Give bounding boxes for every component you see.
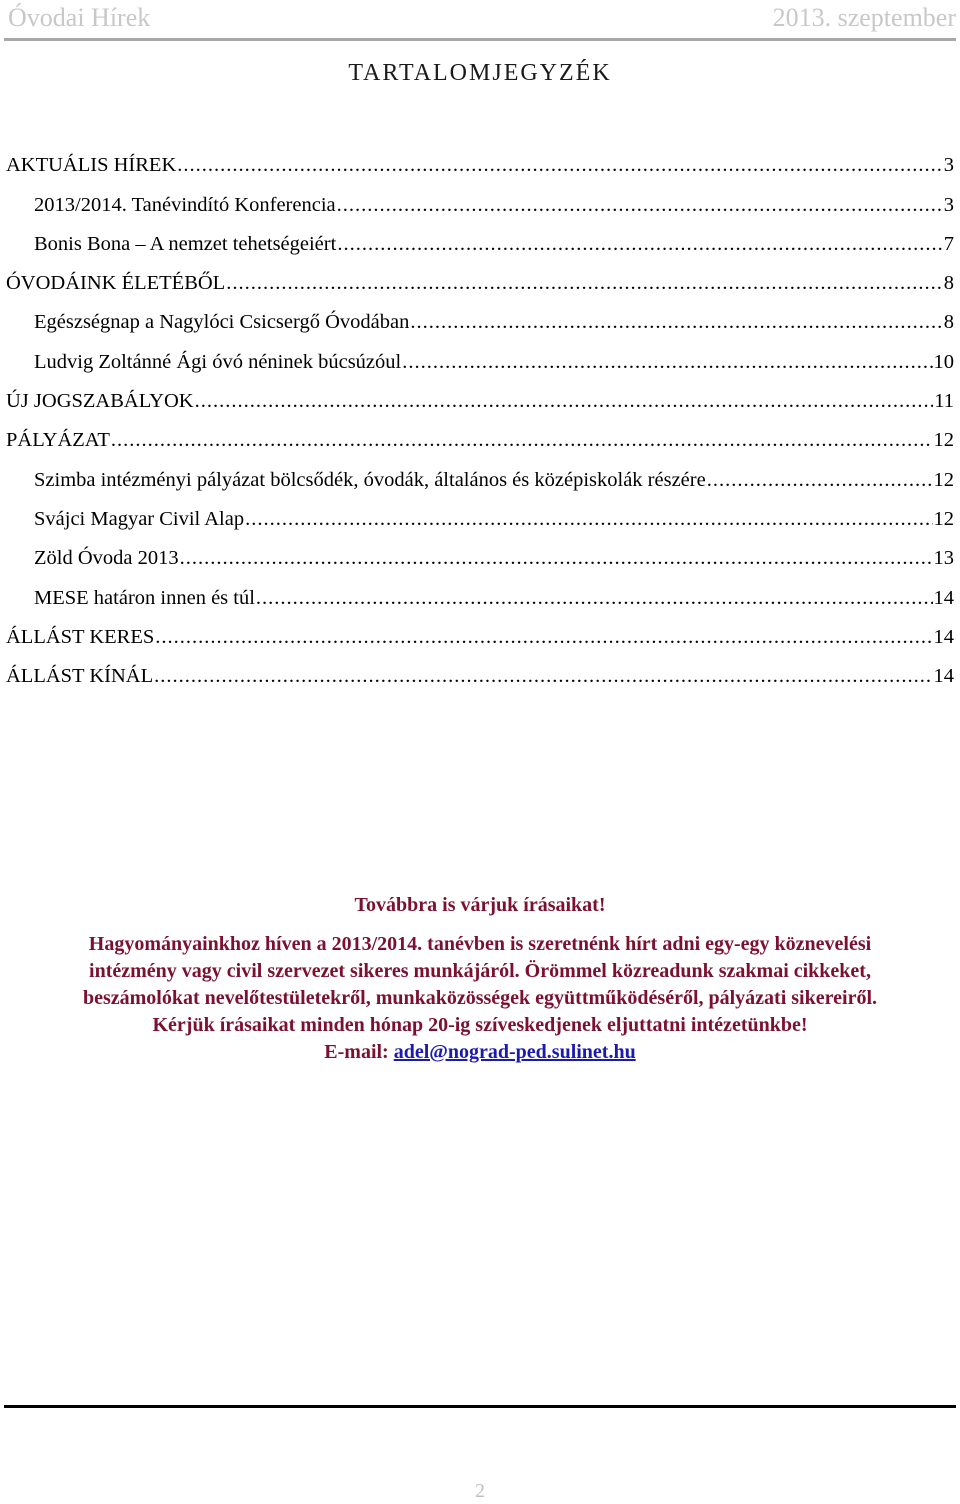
toc-entry-text: Ludvig Zoltánné Ági óvó néninek búcsúzóul (34, 350, 402, 373)
toc-leader-dots (154, 664, 932, 688)
toc-entry-page: 14 (933, 625, 954, 648)
toc-entry-page: 10 (933, 350, 954, 373)
toc-entry[interactable] (6, 334, 954, 373)
toc-entry-page: 11 (934, 390, 954, 413)
call-text-line: Kérjük írásaikat minden hónap 20-ig szíveskedjenek eljuttatni intézetünkbe! (152, 1014, 808, 1036)
toc-title: TARTALOMJEGYZÉK (348, 60, 612, 86)
toc-entry-page: 8 (943, 272, 954, 295)
toc-entry[interactable] (6, 217, 954, 256)
toc-entry-text: AKTUÁLIS HÍREK (6, 154, 177, 177)
email-line (0, 1039, 960, 1066)
toc-entry-page: 14 (933, 586, 954, 609)
toc-entry-page: 12 (933, 429, 954, 452)
toc-entry[interactable] (6, 531, 954, 570)
toc-entry-text: Zöld Óvoda 2013 (34, 547, 179, 570)
toc-leader-dots (155, 625, 932, 649)
toc-entry-text: Szimba intézményi pályázat bölcsődék, óvodák, általános és középiskolák részére (34, 468, 706, 491)
toc-entry-page: 12 (933, 507, 954, 530)
toc-entry-text: MESE határon innen és túl (34, 586, 255, 609)
toc-entry[interactable] (6, 649, 954, 688)
toc-leader-dots (245, 507, 932, 531)
toc-entry[interactable] (6, 492, 954, 531)
toc-entry-text: PÁLYÁZAT (6, 429, 110, 452)
toc-leader-dots (337, 232, 942, 256)
toc-entry-page: 3 (943, 193, 954, 216)
call-text-line: beszámolókat nevelőtestületekről, munkaközösségek együttműködéséről, pályázati sikereiről. (82, 987, 877, 1009)
toc-leader-dots (707, 468, 933, 492)
toc-entry[interactable] (6, 452, 954, 491)
toc-entry-page: 12 (933, 468, 954, 491)
toc-entry-page: 13 (933, 547, 954, 570)
header-issue-date: 2013. szeptember (772, 3, 956, 32)
footer-divider (4, 1405, 956, 1408)
toc-leader-dots (226, 271, 943, 295)
toc-entry[interactable] (6, 295, 954, 334)
toc-leader-dots (195, 389, 934, 413)
call-text-line: Hagyományainkhoz híven a 2013/2014. tanévben is szeretnénk hírt adni egy-egy köznevelési (88, 933, 872, 955)
toc-entry-page: 7 (943, 232, 954, 255)
email-link[interactable]: adel@nograd-ped.sulinet.hu (393, 1041, 636, 1063)
toc-leader-dots (256, 586, 933, 610)
page-number: 2 (475, 1480, 485, 1502)
toc-entry[interactable] (6, 138, 954, 177)
call-heading: Továbbra is várjuk írásaikat! (354, 894, 606, 916)
toc-leader-dots (180, 546, 933, 570)
toc-leader-dots (111, 428, 933, 452)
toc-leader-dots (410, 310, 942, 334)
toc-leader-dots (402, 350, 932, 374)
toc-entry[interactable] (6, 256, 954, 295)
call-for-submissions (0, 892, 960, 1066)
toc-entry[interactable] (6, 177, 954, 216)
toc-entry-page: 14 (933, 665, 954, 688)
toc-entry-page: 3 (943, 154, 954, 177)
toc-leader-dots (177, 153, 943, 177)
toc-entry-text: Svájci Magyar Civil Alap (34, 507, 245, 530)
page-header (4, 0, 956, 41)
toc-entry[interactable] (6, 570, 954, 609)
toc-entry-text: ÁLLÁST KERES (6, 625, 155, 648)
header-publication-title: Óvodai Hírek (8, 3, 151, 32)
toc-entry[interactable] (6, 374, 954, 413)
toc-entry-text: ÚJ JOGSZABÁLYOK (6, 390, 194, 413)
toc-entry-text: Bonis Bona – A nemzet tehetségeiért (34, 232, 337, 255)
toc-entry[interactable] (6, 610, 954, 649)
call-text-line: intézmény vagy civil szervezet sikeres munkájáról. Örömmel közreadunk szakmai cikkeket, (89, 960, 871, 982)
toc-leader-dots (337, 193, 943, 217)
table-of-contents (6, 138, 954, 688)
toc-entry-text: ÁLLÁST KÍNÁL (6, 665, 154, 688)
toc-entry-page: 8 (943, 311, 954, 334)
toc-entry[interactable] (6, 413, 954, 452)
toc-entry-text: 2013/2014. Tanévindító Konferencia (34, 193, 336, 216)
toc-entry-text: Egészségnap a Nagylóci Csicsergő Óvodában (34, 311, 410, 334)
email-label: E-mail: (324, 1041, 389, 1063)
toc-entry-text: ÓVODÁINK ÉLETÉBŐL (6, 272, 226, 295)
